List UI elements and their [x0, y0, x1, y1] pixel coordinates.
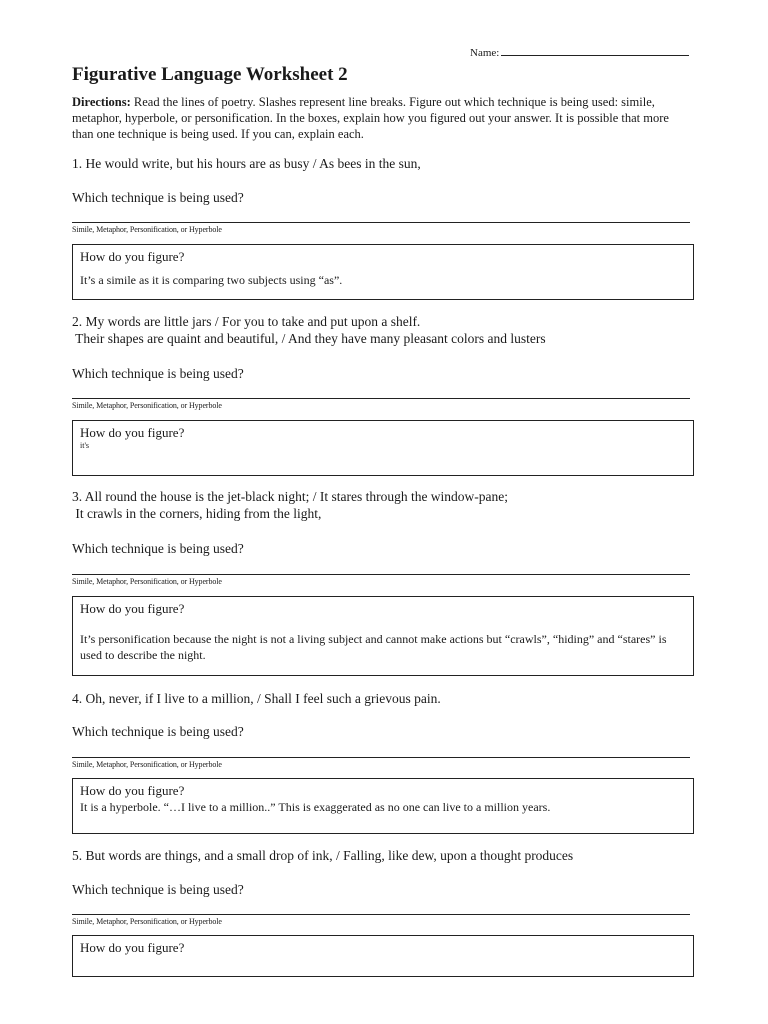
technique-answer-line-2[interactable]	[72, 398, 690, 399]
box-answer-2: it's	[80, 441, 89, 450]
question-1-line-1: 1. He would write, but his hours are as busy / As bees in the sun,	[72, 156, 421, 171]
name-blank-line[interactable]	[501, 46, 689, 56]
technique-hint-2: Simile, Metaphor, Personification, or Hyperbole	[72, 401, 222, 410]
directions	[72, 94, 690, 142]
explanation-box-3[interactable]	[72, 596, 694, 676]
question-1	[72, 155, 421, 172]
question-2-line-2: Their shapes are quaint and beautiful, / And they have many pleasant colors and lusters	[72, 331, 546, 346]
box-label-3: How do you figure?	[80, 601, 185, 616]
question-5	[72, 847, 573, 864]
box-answer-3: It’s personification because the night is not a living subject and cannot make actions but “crawls”, “hiding” and “stares” is used to describe the night.	[80, 632, 667, 662]
explanation-box-1[interactable]	[72, 244, 694, 300]
explanation-box-2[interactable]	[72, 420, 694, 476]
question-2	[72, 313, 546, 347]
question-5-line-1: 5. But words are things, and a small drop of ink, / Falling, like dew, upon a thought produces	[72, 848, 574, 863]
box-answer-4: It is a hyperbole. “…I live to a million..” This is exaggerated as no one can live to a million years.	[80, 800, 551, 814]
worksheet-title: Figurative Language Worksheet 2	[72, 64, 348, 85]
technique-hint-1: Simile, Metaphor, Personification, or Hyperbole	[72, 225, 222, 234]
question-4-line-1: 4. Oh, never, if I live to a million, / Shall I feel such a grievous pain.	[72, 691, 441, 706]
technique-answer-line-3[interactable]	[72, 574, 690, 575]
explanation-box-4[interactable]	[72, 778, 694, 834]
technique-hint-3: Simile, Metaphor, Personification, or Hyperbole	[72, 577, 222, 586]
box-label-1: How do you figure?	[80, 249, 185, 264]
name-label: Name:	[470, 47, 500, 59]
question-3-line-2: It crawls in the corners, hiding from the light,	[72, 506, 322, 521]
box-label-4: How do you figure?	[80, 783, 185, 798]
technique-prompt-4: Which technique is being used?	[72, 724, 244, 739]
question-3-line-1: 3. All round the house is the jet-black night; / It stares through the window-pane;	[72, 489, 509, 504]
directions-text: Read the lines of poetry. Slashes represent line breaks. Figure out which technique is being used: simile, metaphor, hyperbole, or personification. In the boxes, explain how you figured out your answer. It is possible that more than one technique is being used. If you can, explain each.	[72, 95, 669, 141]
technique-prompt-5: Which technique is being used?	[72, 882, 244, 897]
box-label-5: How do you figure?	[80, 940, 185, 955]
question-4	[72, 690, 441, 707]
box-answer-1: It’s a simile as it is comparing two subjects using “as”.	[80, 273, 343, 287]
technique-prompt-2: Which technique is being used?	[72, 366, 244, 381]
technique-hint-4: Simile, Metaphor, Personification, or Hyperbole	[72, 760, 222, 769]
box-label-2: How do you figure?	[80, 425, 185, 440]
question-3	[72, 488, 508, 522]
technique-answer-line-1[interactable]	[72, 222, 690, 223]
directions-label: Directions:	[72, 95, 131, 109]
technique-prompt-1: Which technique is being used?	[72, 190, 244, 205]
name-field[interactable]	[470, 46, 689, 59]
question-2-line-1: 2. My words are little jars / For you to take and put upon a shelf.	[72, 314, 421, 329]
explanation-box-5[interactable]	[72, 935, 694, 977]
technique-hint-5: Simile, Metaphor, Personification, or Hyperbole	[72, 917, 222, 926]
technique-answer-line-4[interactable]	[72, 757, 690, 758]
technique-prompt-3: Which technique is being used?	[72, 541, 244, 556]
technique-answer-line-5[interactable]	[72, 914, 690, 915]
